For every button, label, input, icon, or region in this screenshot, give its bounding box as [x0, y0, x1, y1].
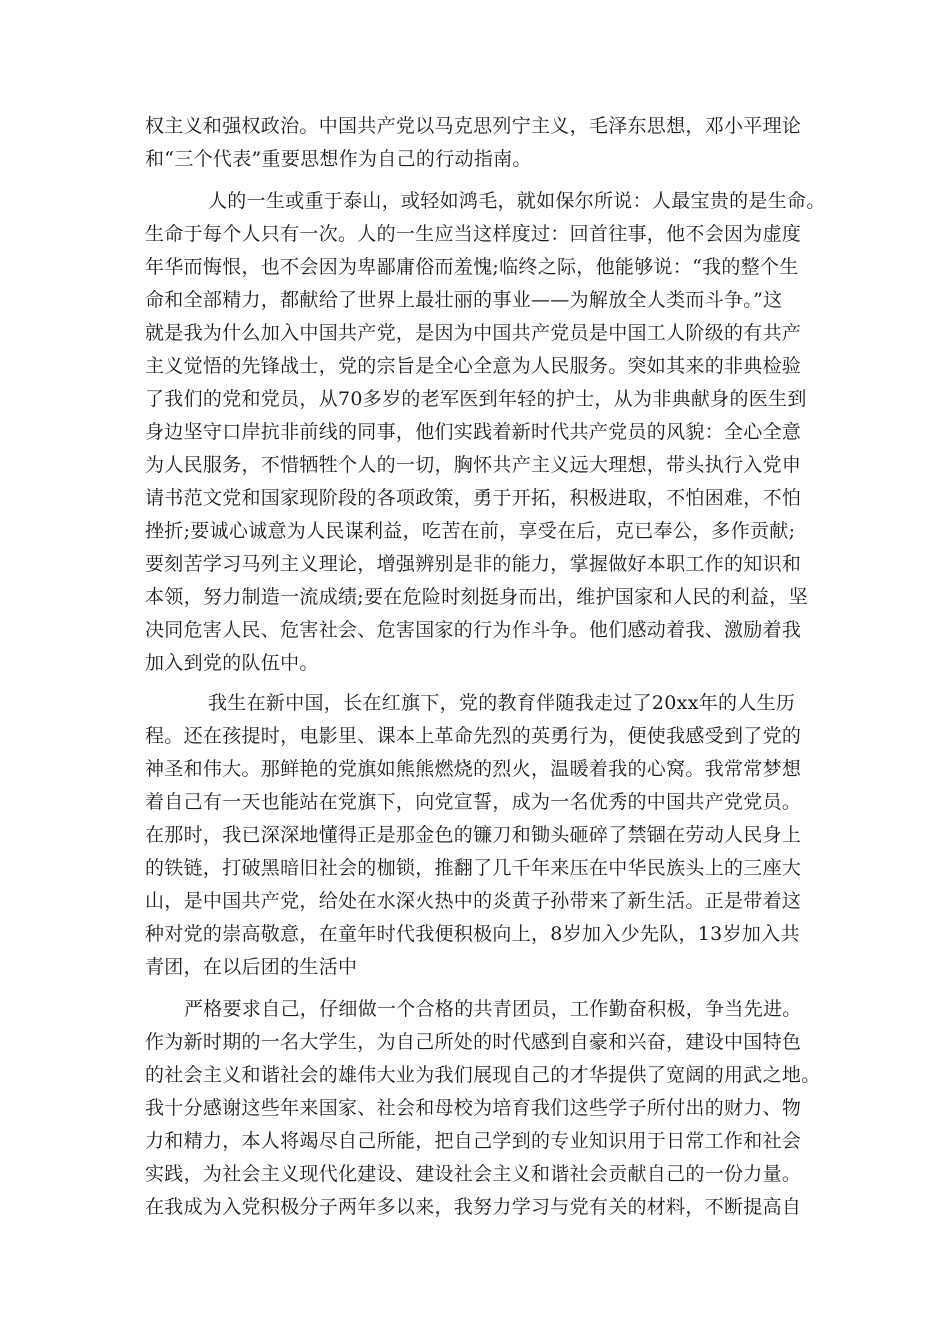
text-line: 身边坚守口岸抗非前线的同事，他们实践着新时代共产党员的风貌：全心全意: [145, 421, 802, 443]
text-line: 加入到党的队伍中。: [145, 652, 319, 674]
text-line: 的社会主义和谐社会的雄伟大业为我们展现自己的才华提供了宽阔的用武之地。: [145, 1064, 821, 1086]
text-line: 在那时，我已深深地懂得正是那金色的镰刀和锄头砸碎了禁锢在劳动人民身上: [145, 824, 802, 846]
text-line: 权主义和强权政治。中国共产党以马克思列宁主义，毛泽东思想，邓小平理论: [145, 115, 802, 137]
text-line: 力和精力，本人将竭尽自己所能，把自己学到的专业知识用于日常工作和社会: [145, 1130, 802, 1152]
text-line: 着自己有一天也能站在党旗下，向党宣誓，成为一名优秀的中国共产党党员。: [145, 791, 802, 813]
text-line: 神圣和伟大。那鲜艳的党旗如熊熊燃烧的烈火，温暖着我的心窝。我常常梦想: [145, 758, 802, 780]
text-line: 实践，为社会主义现代化建设、建设社会主义和谐社会贡献自己的一份力量。: [145, 1163, 802, 1185]
text-line: 的铁链，打破黑暗旧社会的枷锁，推翻了几千年来压在中华民族头上的三座大: [145, 857, 802, 879]
text-line: 为人民服务，不惜牺牲个人的一切，胸怀共产主义远大理想，带头执行入党申: [145, 454, 802, 476]
text-line: 山，是中国共产党，给处在水深火热中的炎黄子孙带来了新生活。正是带着这: [145, 890, 802, 912]
text-line: 我十分感谢这些年来国家、社会和母校为培育我们这些学子所付出的财力、物: [145, 1097, 802, 1119]
text-line: 生命于每个人只有一次。人的一生应当这样度过：回首往事，他不会因为虚度: [145, 223, 802, 245]
text-line: 种对党的崇高敬意，在童年时代我便积极向上，8岁加入少先队，13岁加入共: [145, 923, 800, 945]
text-line: 程。还在孩提时，电影里、课本上革命先烈的英勇行为，便使我感受到了党的: [145, 725, 802, 747]
text-line: 和“三个代表”重要思想作为自己的行动指南。: [145, 148, 532, 170]
text-line: 作为新时期的一名大学生，为自己所处的时代感到自豪和兴奋，建设中国特色: [145, 1031, 802, 1053]
text-line: 在我成为入党积极分子两年多以来，我努力学习与党有关的材料，不断提高自: [145, 1196, 802, 1218]
text-line: 决同危害人民、危害社会、危害国家的行为作斗争。他们感动着我、激励着我: [145, 619, 802, 641]
text-line: 主义觉悟的先锋战士，党的宗旨是全心全意为人民服务。突如其来的非典检验: [145, 355, 802, 377]
text-line: 请书范文党和国家现阶段的各项政策，勇于开拓，积极进取，不怕困难，不怕: [145, 487, 802, 509]
text-line: 年华而悔恨，也不会因为卑鄙庸俗而羞愧;临终之际，他能够说：“我的整个生: [145, 256, 799, 278]
text-line: 要刻苦学习马列主义理论，增强辨别是非的能力，掌握做好本职工作的知识和: [145, 553, 802, 575]
text-line: 本领，努力制造一流成绩;要在危险时刻挺身而出，维护国家和人民的利益，坚: [145, 586, 808, 608]
paragraph-first-line: 我生在新中国，长在红旗下，党的教育伴随我走过了20xx年的人生历: [208, 692, 796, 714]
text-line: 命和全部精力，都献给了世界上最壮丽的事业——为解放全人类而斗争。”这: [145, 289, 783, 311]
paragraph-first-line: 人的一生或重于泰山，或轻如鸿毛，就如保尔所说：人最宝贵的是生命。: [208, 190, 826, 212]
paragraph-first-line: 严格要求自己，仔细做一个合格的共青团员，工作勤奋积极，争当先进。: [184, 998, 802, 1020]
text-line: 了我们的党和党员，从70多岁的老军医到年轻的护士，从为非典献身的医生到: [145, 388, 807, 410]
text-line: 就是我为什么加入中国共产党，是因为中国共产党员是中国工人阶级的有共产: [145, 322, 802, 344]
text-line: 青团，在以后团的生活中: [145, 956, 358, 978]
text-line: 挫折;要诚心诚意为人民谋利益，吃苦在前，享受在后，克已奉公，多作贡献;: [145, 520, 796, 542]
